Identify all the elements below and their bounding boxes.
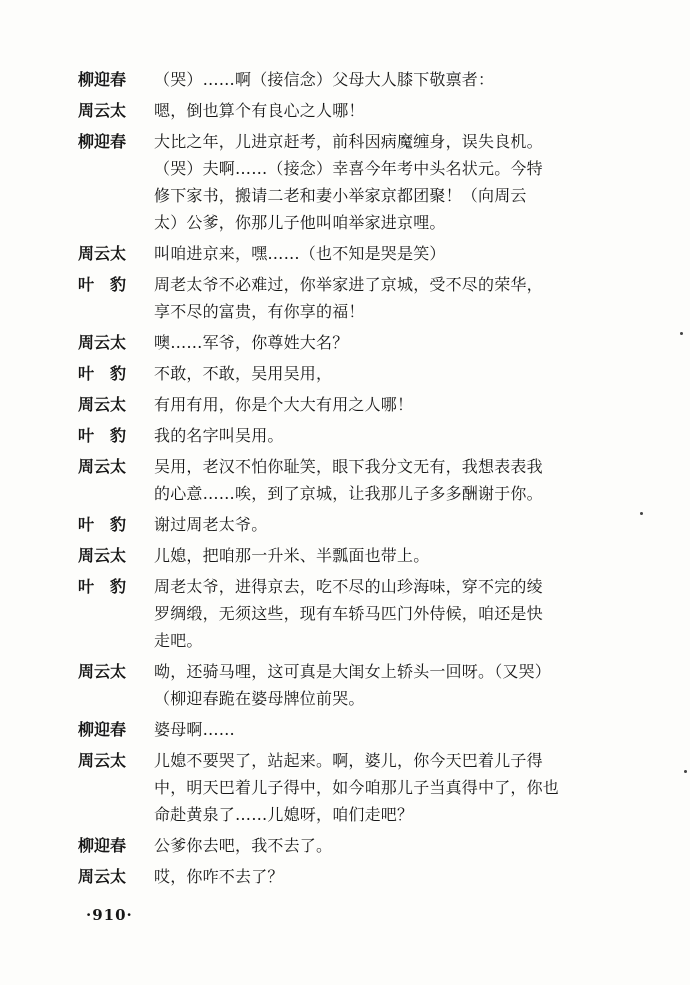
dialogue-text (154, 542, 638, 569)
dialogue-entry (78, 66, 638, 93)
speaker-name: 周云太 (78, 662, 127, 681)
dialogue-text (154, 271, 638, 325)
dialogue-line: （哭）……啊（接信念）父母大人膝下敬禀者： (154, 70, 495, 89)
dialogue-line: 命赴黄泉了……儿媳呀，咱们走吧？ (154, 805, 414, 824)
dialogue-line: （柳迎春跪在婆母牌位前哭。 (154, 689, 365, 708)
dialogue-line: 的心意……唉，到了京城，让我那儿子多多酬谢于你。 (154, 484, 543, 503)
dialogue-text (154, 573, 638, 654)
dialogue-line: 不敢，不敢，吴用吴用， (154, 364, 333, 383)
dialogue-text (154, 329, 638, 356)
speaker-name: 周云太 (78, 333, 127, 352)
dialogue-text (154, 97, 638, 124)
script-body (78, 66, 638, 894)
speaker-name: 叶 豹 (78, 275, 127, 294)
speaker-name: 叶 豹 (78, 515, 127, 534)
dialogue-line: （哭）夫啊……（接念）幸喜今年考中头名状元。今特 (154, 159, 543, 178)
dialogue-line: 太）公爹，你那儿子他叫咱举家进京哩。 (154, 213, 446, 232)
dialogue-line: 周老太爷不必难过，你举家进了京城，受不尽的荣华， (154, 275, 543, 294)
page-number: ·910· (86, 906, 133, 924)
dialogue-text (154, 658, 638, 712)
dialogue-text (154, 128, 638, 236)
dialogue-line: 噢……军爷，你尊姓大名？ (154, 333, 349, 352)
dialogue-line: 走吧。 (154, 631, 203, 650)
dialogue-text (154, 391, 638, 418)
dialogue-entry (78, 511, 638, 538)
dialogue-text (154, 863, 638, 890)
dialogue-text (154, 511, 638, 538)
dialogue-entry (78, 391, 638, 418)
scan-speck (684, 770, 687, 773)
speaker-name: 柳迎春 (78, 70, 127, 89)
speaker-name: 叶 豹 (78, 577, 127, 596)
dialogue-text (154, 240, 638, 267)
speaker-name: 叶 豹 (78, 426, 127, 445)
dialogue-entry (78, 422, 638, 449)
dialogue-text (154, 422, 638, 449)
dialogue-line: 我的名字叫吴用。 (154, 426, 284, 445)
dialogue-entry (78, 271, 638, 325)
dialogue-line: 儿媳不要哭了，站起来。啊，婆儿，你今天巴着儿子得 (154, 751, 543, 770)
scan-speck (640, 512, 643, 515)
speaker-name: 周云太 (78, 101, 127, 120)
dialogue-line: 呦，还骑马哩，这可真是大闺女上轿头一回呀。（又哭） (154, 662, 552, 681)
dialogue-text (154, 66, 638, 93)
speaker-name: 周云太 (78, 867, 127, 886)
dialogue-line: 中，明天巴着儿子得中，如今咱那儿子当真得中了，你也 (154, 778, 560, 797)
dialogue-line: 周老太爷，进得京去，吃不尽的山珍海味，穿不完的绫 (154, 577, 543, 596)
dialogue-text (154, 453, 638, 507)
dialogue-line: 大比之年，儿进京赶考，前科因病魔缠身，误失良机。 (154, 132, 543, 151)
dialogue-line: 有用有用，你是个大大有用之人哪！ (154, 395, 414, 414)
dialogue-line: 哎，你咋不去了？ (154, 867, 284, 886)
dialogue-entry (78, 240, 638, 267)
dialogue-line: 谢过周老太爷。 (154, 515, 268, 534)
dialogue-entry (78, 573, 638, 654)
dialogue-line: 儿媳，把咱那一升米、半瓢面也带上。 (154, 546, 430, 565)
speaker-name: 周云太 (78, 457, 127, 476)
dialogue-entry (78, 747, 638, 828)
dialogue-entry (78, 542, 638, 569)
speaker-name: 柳迎春 (78, 836, 127, 855)
speaker-name: 周云太 (78, 244, 127, 263)
dialogue-entry (78, 716, 638, 743)
dialogue-entry (78, 329, 638, 356)
dialogue-line: 婆母啊…… (154, 720, 236, 739)
dialogue-entry (78, 360, 638, 387)
dialogue-text (154, 716, 638, 743)
dialogue-text (154, 832, 638, 859)
dialogue-entry (78, 97, 638, 124)
dialogue-text (154, 360, 638, 387)
speaker-name: 周云太 (78, 395, 127, 414)
dialogue-entry (78, 453, 638, 507)
dialogue-line: 享不尽的富贵，有你享的福！ (154, 302, 365, 321)
dialogue-line: 修下家书，搬请二老和妻小举家京都团聚！（向周云 (154, 186, 527, 205)
dialogue-line: 公爹你去吧，我不去了。 (154, 836, 333, 855)
speaker-name: 周云太 (78, 751, 127, 770)
dialogue-entry (78, 832, 638, 859)
dialogue-line: 叫咱进京来，嘿……（也不知是哭是笑） (154, 244, 446, 263)
dialogue-entry (78, 658, 638, 712)
dialogue-text (154, 747, 638, 828)
dialogue-entry (78, 128, 638, 236)
dialogue-line: 吴用，老汉不怕你耻笑，眼下我分文无有，我想表表我 (154, 457, 543, 476)
speaker-name: 周云太 (78, 546, 127, 565)
speaker-name: 柳迎春 (78, 720, 127, 739)
dialogue-line: 罗绸缎，无须这些，现有车轿马匹门外侍候，咱还是快 (154, 604, 543, 623)
dialogue-entry (78, 863, 638, 890)
speaker-name: 叶 豹 (78, 364, 127, 383)
scan-speck (680, 332, 683, 335)
dialogue-line: 嗯，倒也算个有良心之人哪！ (154, 101, 365, 120)
speaker-name: 柳迎春 (78, 132, 127, 151)
